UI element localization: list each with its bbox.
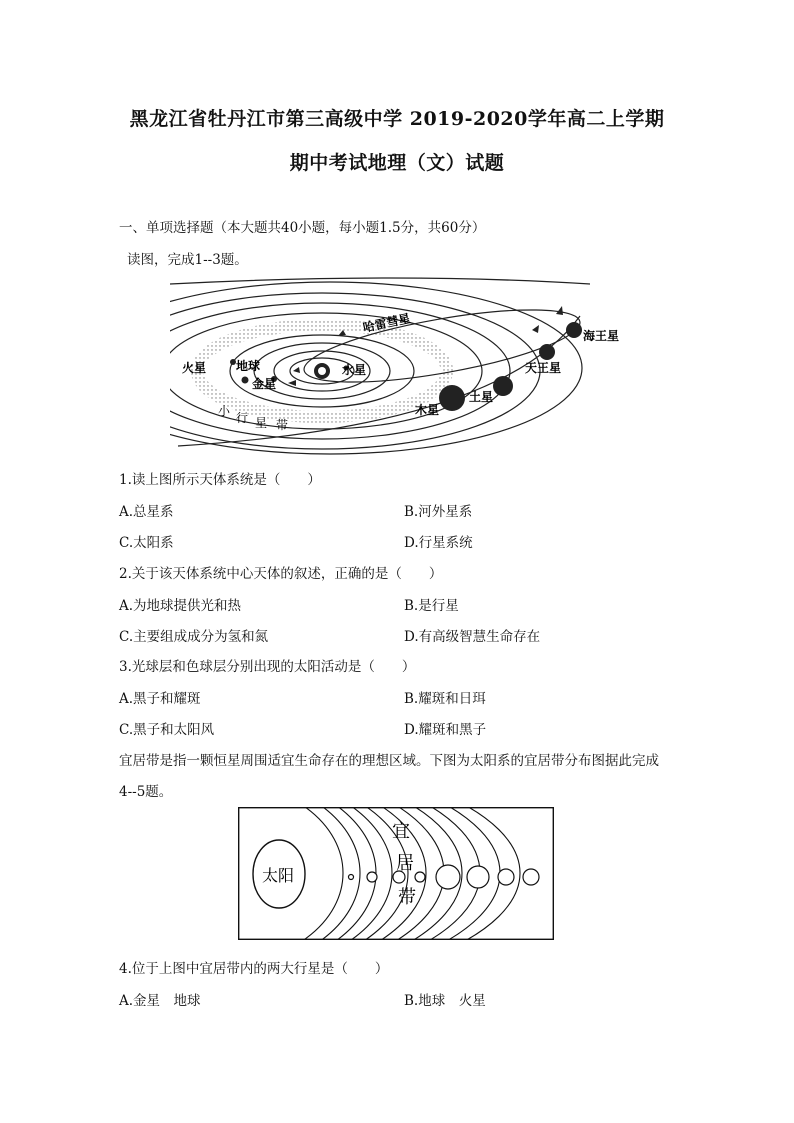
jupiter-dot xyxy=(439,385,465,411)
q2-option-b: B.是行星 xyxy=(404,598,459,614)
label-mercury: 水星 xyxy=(342,363,367,377)
q3-option-d: D.耀斑和黑子 xyxy=(404,722,487,738)
label-mars: 火星 xyxy=(182,361,207,375)
q1-option-a: A.总星系 xyxy=(119,504,174,520)
q1-option-b: B.河外星系 xyxy=(404,504,473,520)
planet-1 xyxy=(349,875,354,880)
q4-option-a: A.金星 地球 xyxy=(119,993,201,1009)
label-comet: 哈雷彗星 xyxy=(361,311,412,335)
q1-option-d: D.行星系统 xyxy=(404,535,473,551)
intro-questions-4-5-line-2: 4--5题。 xyxy=(119,784,173,800)
label-hz-3: 带 xyxy=(398,887,416,908)
title-line-2: 期中考试地理（文）试题 xyxy=(289,152,505,174)
q4-option-b: B.地球 火星 xyxy=(404,993,486,1009)
q3-option-b: B.耀斑和日珥 xyxy=(404,691,486,707)
label-jupiter: 木星 xyxy=(415,403,440,417)
solar-system-figure xyxy=(170,276,630,456)
label-neptune: 海王星 xyxy=(583,329,620,343)
label-belt-4: 带 xyxy=(276,418,289,432)
planet-5 xyxy=(436,865,460,889)
q3-option-c: C.黑子和太阳风 xyxy=(119,722,215,738)
label-belt-2: 行 xyxy=(236,411,249,425)
habitable-zone-figure xyxy=(238,807,554,940)
label-uranus: 天王星 xyxy=(525,361,562,375)
earth-dot xyxy=(242,377,249,384)
neptune-dot xyxy=(566,322,582,338)
planet-7 xyxy=(498,869,514,885)
saturn-dot xyxy=(493,376,513,396)
q2-stem: 2.关于该天体系统中心天体的叙述，正确的是（ ） xyxy=(119,566,443,582)
label-belt-1: 小 xyxy=(218,404,231,418)
label-belt-3: 星 xyxy=(255,416,268,430)
label-sun: 太阳 xyxy=(262,866,295,885)
q3-stem: 3.光球层和色球层分别出现的太阳活动是（ ） xyxy=(119,659,416,675)
q2-option-a: A.为地球提供光和热 xyxy=(119,598,242,614)
planet-2 xyxy=(367,872,377,882)
intro-questions-4-5-line-1: 宜居带是指一颗恒星周围适宜生命存在的理想区域。下图为太阳系的宜居带分布图据此完成 xyxy=(119,753,659,769)
q4-stem: 4.位于上图中宜居带内的两大行星是（ ） xyxy=(119,961,389,977)
title-line-1: 黑龙江省牡丹江市第三高级中学 2019-2020学年高二上学期 xyxy=(129,108,665,130)
q3-option-a: A.黑子和耀斑 xyxy=(119,691,201,707)
planet-4 xyxy=(415,872,425,882)
section-heading: 一、单项选择题（本大题共40小题，每小题1.5分，共60分） xyxy=(119,220,486,236)
q2-option-d: D.有高级智慧生命存在 xyxy=(404,629,541,645)
label-earth: 地球 xyxy=(236,359,261,373)
q1-option-c: C.太阳系 xyxy=(119,535,174,551)
label-hz-1: 宜 xyxy=(392,821,410,842)
uranus-dot xyxy=(539,344,555,360)
intro-questions-1-3: 读图，完成1--3题。 xyxy=(127,252,248,268)
label-hz-2: 居 xyxy=(396,853,414,874)
label-saturn: 土星 xyxy=(469,390,494,404)
label-venus: 金星 xyxy=(252,377,277,391)
planet-6 xyxy=(467,866,489,888)
planet-8 xyxy=(523,869,539,885)
q2-option-c: C.主要组成成分为氢和氮 xyxy=(119,629,269,645)
q1-stem: 1.读上图所示天体系统是（ ） xyxy=(119,472,321,488)
